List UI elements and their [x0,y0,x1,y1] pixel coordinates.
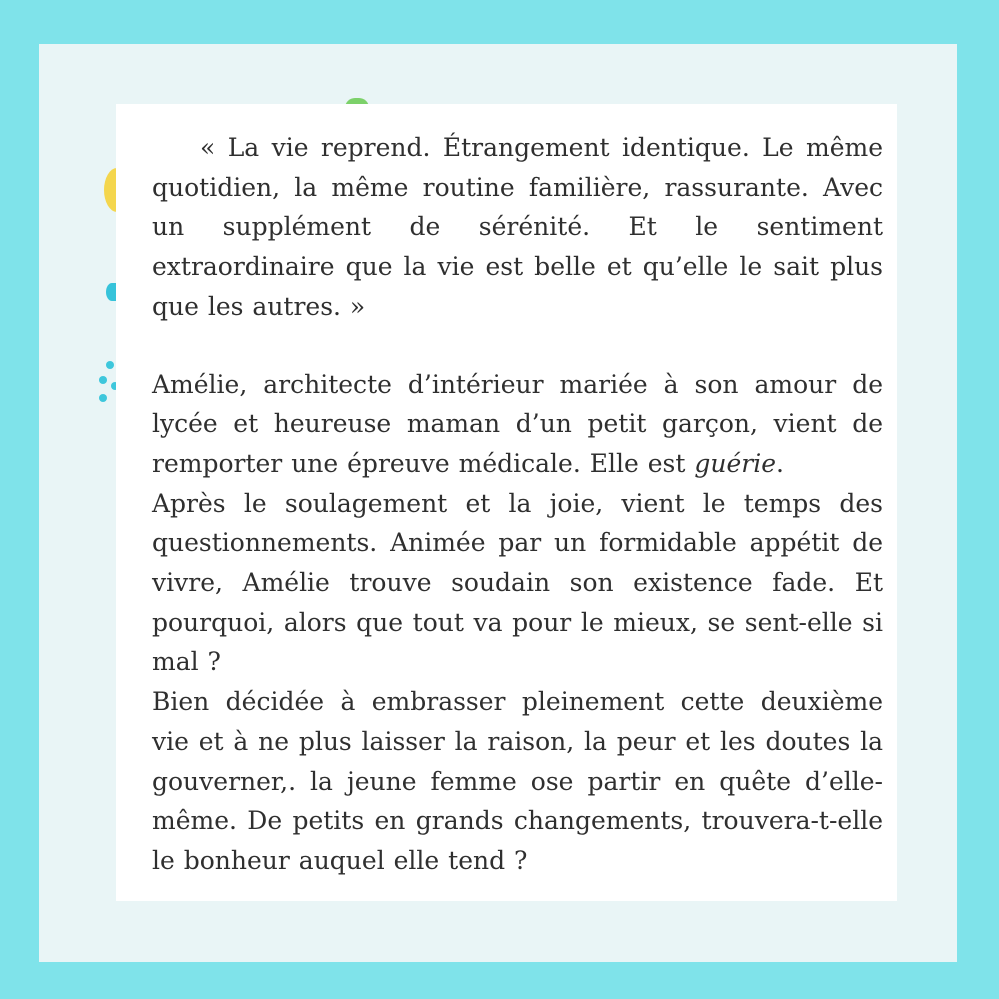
summary-text-end: . [775,448,784,478]
blue-dot-decoration [99,376,107,384]
summary-paragraph-1 [152,365,883,484]
summary-paragraph-3: Bien décidée à embrasser pleinement cette deuxième vie et à ne plus laisser la raison, la peur et les doutes la gouverner,. la jeune femme ose partir en quête d’elle-même. De petits en grands changements, trouvera-t-elle le bonheur auquel elle tend ? [152,687,883,875]
quote-paragraph: « La vie reprend. Étrangement identique. Le même quotidien, la même routine familière, rassurante. Avec un supplément de sérénité. Et le sentiment extraordinaire que la vie est belle et qu’elle le sait plus que les autres. » [152,133,883,321]
italic-word: guérie [694,448,776,478]
text-card [116,104,897,901]
summary-paragraph-2: Après le soulagement et la joie, vient le temps des questionnements. Animée par un formidable appétit de vivre, Amélie trouve soudain son existence fade. Et pourquoi, alors que tout va pour le mieux, se sent-elle si mal ? [152,488,883,677]
summary-text: Amélie, architecte d’intérieur mariée à son amour de lycée et heureuse maman d’un petit garçon, vient de remporter une épreuve médicale. Elle est [152,369,883,478]
blue-dot-decoration [99,394,107,402]
blue-dot-decoration [106,361,114,369]
paragraph-spacer [152,327,883,365]
